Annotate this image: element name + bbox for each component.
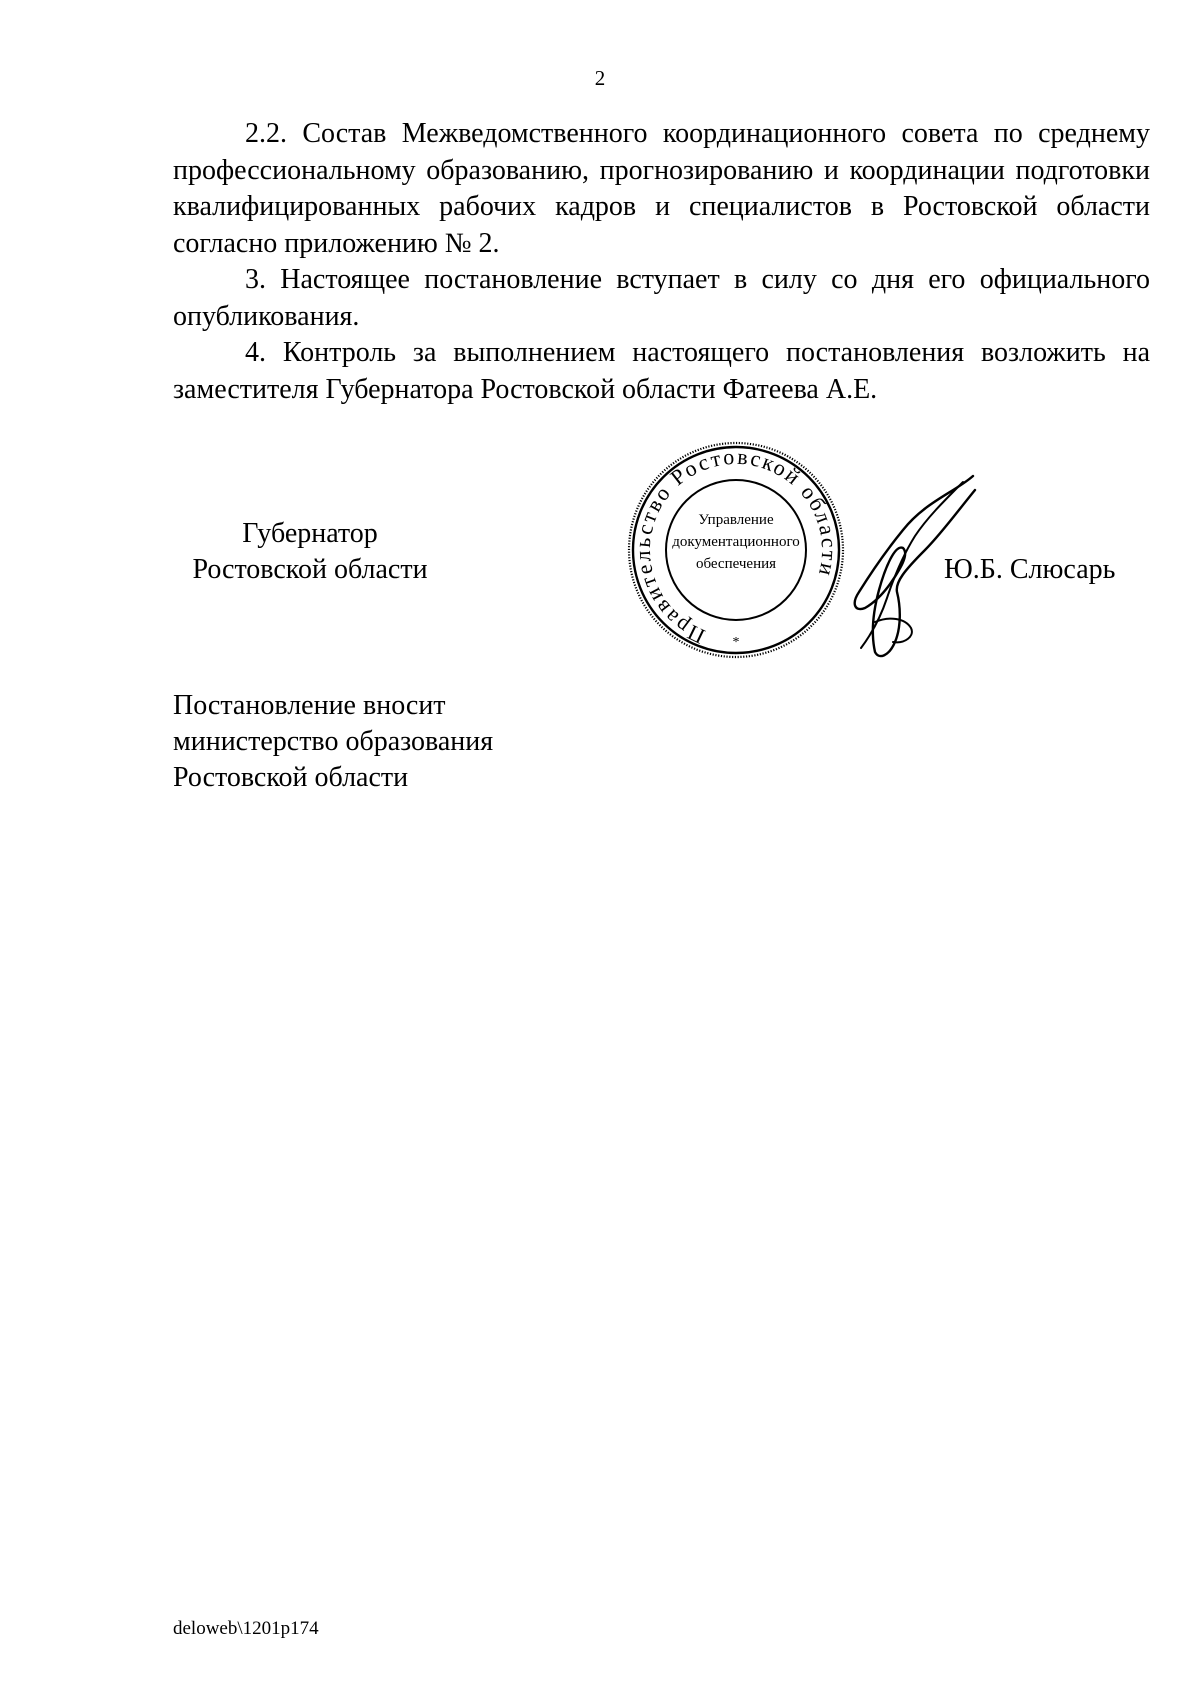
document-body <box>173 116 1150 408</box>
svg-text:Правительство Ростовской облас: Правительство Ростовской области <box>629 443 843 650</box>
signatory-title-line-2: Ростовской области <box>192 554 428 585</box>
svg-text:*: * <box>732 635 740 650</box>
signatory-title <box>160 516 460 588</box>
signatory-title-line-1: Губернатор <box>242 518 378 549</box>
submitter-line-3: Ростовской области <box>173 762 409 793</box>
svg-text:обеспечения: обеспечения <box>695 556 777 572</box>
submitter-block <box>173 688 493 796</box>
page-number: 2 <box>594 66 606 90</box>
official-seal <box>626 440 846 660</box>
paragraph-2-2: 2.2. Состав Межведомственного координационного совета по среднему профессиональному образованию, прогнозированию и координации подготовки квалифицированных рабочих кадров и специалистов в Ростовской области согласно приложению № 2. <box>173 118 1150 259</box>
submitter-line-2: министерство образования <box>173 726 494 757</box>
svg-text:документационного: документационного <box>672 534 800 550</box>
signatory-name: Ю.Б. Слюсарь <box>944 554 1116 585</box>
submitter-line-1: Постановление вносит <box>173 690 446 721</box>
paragraph-4: 4. Контроль за выполнением настоящего постановления возложить на заместителя Губернатора Ростовской области Фатеева А.Е. <box>173 337 1150 405</box>
paragraph-3: 3. Настоящее постановление вступает в силу со дня его официального опубликования. <box>173 264 1150 332</box>
svg-text:Управление: Управление <box>698 512 774 528</box>
document-code: deloweb\1201p174 <box>173 1618 319 1639</box>
